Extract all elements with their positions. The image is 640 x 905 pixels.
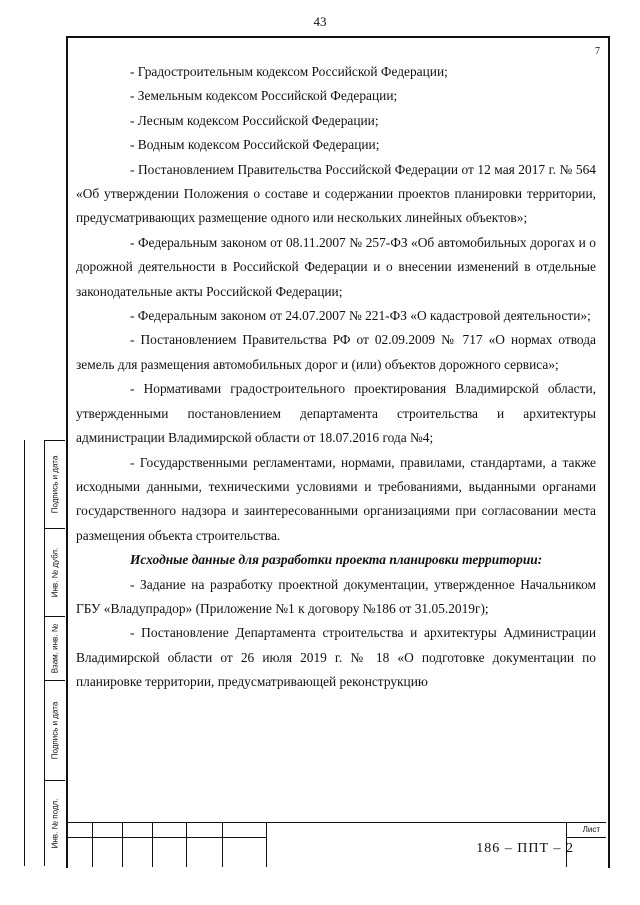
list-item: - Лесным кодексом Российской Федерации; [130,112,379,128]
list-item: - Земельным кодексом Российской Федерации; [130,88,398,104]
sheet-label: Лист [582,825,600,834]
list-item: - Постановление Департамента строительства и архитектуры Администрации Владимирской области от 26 июля 2019 г. № 18 «О подготовке документации по планировке территории, предусматривающей реконструкцию [76,625,596,690]
sheet-number: 7 [595,46,600,57]
list-item: - Градостроительным кодексом Российской Федерации; [130,64,448,79]
list-item: - Федеральным законом от 08.11.2007 № 257-ФЗ «Об автомобильных дорогах и о дорожной деятельности в Российской Федерации и о внесении изменений в отдельные законодательные акты Российской Федерации; [76,234,596,299]
stamp-label-replaced-inv: Взам. инв. № [50,623,60,673]
document-code: 186 – ППТ – 2 [476,841,574,856]
stamp-label-duplicate-no: Инв. № дубл. [50,547,60,597]
list-item: - Постановлением Правительства Российской Федерации от 12 мая 2017 г. № 564 «Об утверждении Положения о составе и содержании проектов планировки территории, предусматривающих размещение одного или нескольких линейных объектов»; [76,161,596,226]
stamp-label-original-inv: Инв. № подл. [50,798,60,848]
list-item: - Задание на разработку проектной документации, утвержденное Начальником ГБУ «Владупрадор» (Приложение №1 к договору №186 от 31.05.2019г); [76,576,596,616]
title-block [66,822,606,867]
side-stamp [24,440,66,866]
body-text [76,60,596,695]
document-frame [66,36,610,868]
list-item: - Федеральным законом от 24.07.2007 № 221-ФЗ «О кадастровой деятельности»; [130,308,591,324]
list-item: - Государственными регламентами, нормами, правилами, стандартами, а также исходными данными, техническими условиями и требованиями, выданными органами государственного надзора и заинтересованными организациями при согласовании места размещения объекта строительства. [76,454,596,543]
list-item: - Водным кодексом Российской Федерации; [130,137,380,153]
page-number: 43 [313,14,327,29]
list-item: - Постановлением Правительства РФ от 02.09.2009 № 717 «О нормах отвода земель для размещения автомобильных дорог и (или) объектов дорожного сервиса»; [76,332,596,372]
list-item: - Нормативами градостроительного проектирования Владимирской области, утвержденными постановлением департамента строительства и архитектуры администрации Владимирской области от 18.07.2016 года №4; [76,381,596,446]
section-heading: Исходные данные для разработки проекта планировки территории: [130,552,543,568]
stamp-label-signature-date: Подпись и дата [50,455,60,513]
stamp-label-signature-date-2: Подпись и дата [50,701,60,759]
